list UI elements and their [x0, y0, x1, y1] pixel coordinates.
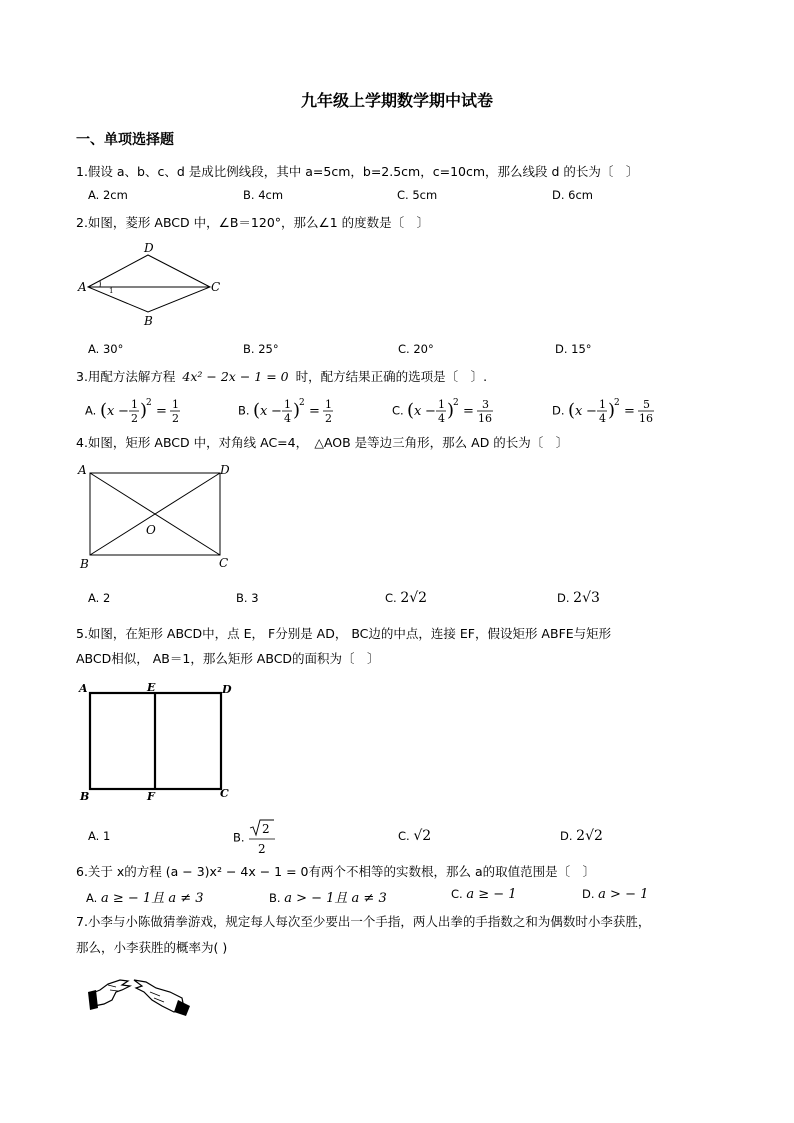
q6-option-a[interactable]: A. a ≥ − 1且 a ≠ 3 [86, 891, 204, 906]
svg-text:1: 1 [171, 398, 179, 411]
q3-option-b-formula [253, 396, 353, 426]
q4-option-c[interactable]: C. 2√2 [385, 590, 428, 606]
q4-option-b[interactable]: B. 3 [236, 591, 259, 605]
svg-text:2: 2 [145, 398, 152, 408]
q5-option-a[interactable]: A. 1 [88, 829, 111, 843]
svg-text:2: 2 [453, 398, 460, 408]
label-o: O [146, 523, 156, 537]
q6-option-b[interactable]: B. a > − 1且 a ≠ 3 [269, 891, 387, 906]
q2-option-d[interactable]: D. 15° [555, 342, 592, 356]
svg-text:16: 16 [639, 412, 654, 425]
label-c: C [211, 280, 221, 294]
question-4-text: 4.如图，矩形 ABCD 中，对角线 AC=4， △AOB 是等边三角形，那么 AD 的长为〔 〕 [76, 435, 569, 450]
svg-text:−: − [271, 404, 283, 419]
q1-option-c[interactable]: C. 5cm [397, 188, 438, 202]
svg-text:2: 2 [325, 412, 333, 425]
question-1-text: 1.假设 a、b、c、d 是成比例线段，其中 a=5cm，b=2.5cm，c=10cm，那么线段 d 的长为〔 〕 [76, 164, 639, 179]
svg-text:−: − [586, 404, 598, 419]
q6-option-c[interactable]: C. a ≥ − 1 [451, 887, 517, 902]
svg-text:x: x [106, 404, 115, 419]
svg-text:2: 2 [258, 842, 266, 856]
svg-text:2: 2 [299, 398, 305, 408]
svg-text:x: x [414, 404, 422, 419]
q5-option-d[interactable]: D. 2√2 [560, 828, 603, 844]
q4-option-d[interactable]: D. 2√3 [557, 590, 600, 606]
q3-option-c-formula [407, 396, 512, 426]
svg-text:1: 1 [284, 398, 292, 411]
q3-option-d-formula [568, 396, 673, 426]
svg-text:=: = [309, 404, 321, 419]
q5-option-b[interactable]: B. 2 2 [233, 818, 278, 858]
label-b: B [80, 557, 89, 571]
rectangle-figure [74, 458, 244, 576]
q2-option-a[interactable]: A. 30° [88, 342, 124, 356]
svg-text:1: 1 [130, 398, 138, 411]
label-d: D [220, 463, 230, 477]
label-f: F [147, 790, 155, 803]
q5-option-c[interactable]: C. √2 [398, 828, 432, 844]
label-b: B [80, 790, 90, 803]
svg-text:x: x [260, 404, 268, 419]
q3-option-a[interactable]: A. ( x − 1 2 ) 2 = 1 2 [85, 396, 200, 426]
svg-text:3: 3 [482, 398, 490, 411]
svg-text:2: 2 [614, 398, 620, 408]
q3-option-a-formula [100, 396, 200, 426]
svg-text:=: = [155, 404, 167, 419]
svg-text:−: − [425, 404, 437, 419]
svg-text:): ) [447, 400, 455, 421]
svg-text:1: 1 [325, 398, 333, 411]
svg-text:2: 2 [171, 412, 179, 425]
question-2-text: 2.如图，菱形 ABCD 中，∠B＝120°，那么∠1 的度数是〔 〕 [76, 215, 430, 230]
q3-option-c[interactable]: C. ( x − 1 4 ) 2 = 3 16 [392, 396, 512, 426]
label-c: C [219, 556, 229, 570]
svg-text:1: 1 [438, 398, 446, 411]
question-7-line-2: 那么，小李获胜的概率为( ) [76, 940, 228, 955]
svg-text:2: 2 [130, 412, 138, 425]
q3-option-b[interactable]: B. ( x − 1 4 ) 2 = 1 2 [238, 396, 353, 426]
label-b: B [144, 314, 153, 328]
svg-text:1: 1 [599, 398, 607, 411]
q2-option-c[interactable]: C. 20° [398, 342, 434, 356]
svg-text:(: ( [407, 400, 415, 421]
svg-text:): ) [608, 400, 616, 421]
svg-text:(: ( [568, 400, 576, 421]
label-d: D [222, 683, 232, 696]
svg-text:2: 2 [262, 822, 270, 836]
svg-text:(: ( [99, 400, 108, 421]
label-c: C [220, 787, 229, 800]
label-e: E [147, 681, 156, 694]
q6-option-d[interactable]: D. a > − 1 [582, 887, 649, 902]
svg-text:): ) [293, 400, 301, 421]
question-6-text: 6.关于 x的方程 (a − 3)x² − 4x − 1 = 0有两个不相等的实数根，那么 a的取值范围是〔 〕 [76, 864, 596, 879]
svg-text:16: 16 [478, 412, 493, 425]
label-a: A [78, 280, 87, 294]
svg-text:): ) [139, 400, 148, 421]
svg-text:x: x [575, 404, 583, 419]
q1-option-d[interactable]: D. 6cm [552, 188, 594, 202]
question-7-line-1: 7.小李与小陈做猜拳游戏，规定每人每次至少要出一个手指，两人出拳的手指数之和为偶数时小李获胜， [76, 914, 651, 929]
label-angle-1: 1 [109, 287, 114, 295]
page-title: 九年级上学期数学期中试卷 [300, 91, 493, 110]
svg-text:4: 4 [284, 412, 292, 425]
q1-option-a[interactable]: A. 2cm [88, 188, 128, 202]
question-3-text: 3.用配方法解方程 4x² − 2x − 1 = 0 时，配方结果正确的选项是〔 〕. [76, 369, 488, 384]
svg-text:=: = [463, 404, 475, 419]
rhombus-figure [74, 238, 234, 330]
svg-text:4: 4 [438, 412, 446, 425]
svg-text:−: − [117, 404, 129, 419]
two-rectangles-figure [74, 678, 244, 806]
svg-text:(: ( [253, 400, 261, 421]
q4-option-a[interactable]: A. 2 [88, 591, 111, 605]
label-d: D [144, 241, 154, 255]
q5-option-b-formula [248, 818, 278, 858]
q3-option-d[interactable]: D. ( x − 1 4 ) 2 = 5 16 [552, 396, 673, 426]
label-a: A [79, 682, 88, 695]
section-heading: 一、单项选择题 [76, 132, 174, 148]
hands-illustration [86, 970, 196, 1020]
q3-equation: 4x² − 2x − 1 = 0 [182, 369, 289, 384]
svg-text:5: 5 [643, 398, 651, 411]
question-5-line-2: ABCD相似， AB＝1，那么矩形 ABCD的面积为〔 〕 [76, 651, 380, 666]
q2-option-b[interactable]: B. 25° [243, 342, 279, 356]
label-a: A [78, 463, 87, 477]
svg-text:4: 4 [599, 412, 607, 425]
svg-text:=: = [624, 404, 636, 419]
q1-option-b[interactable]: B. 4cm [243, 188, 284, 202]
question-5-line-1: 5.如图，在矩形 ABCD中，点 E， F分别是 AD， BC边的中点，连接 EF，假设矩形 ABFE与矩形 [76, 626, 612, 641]
